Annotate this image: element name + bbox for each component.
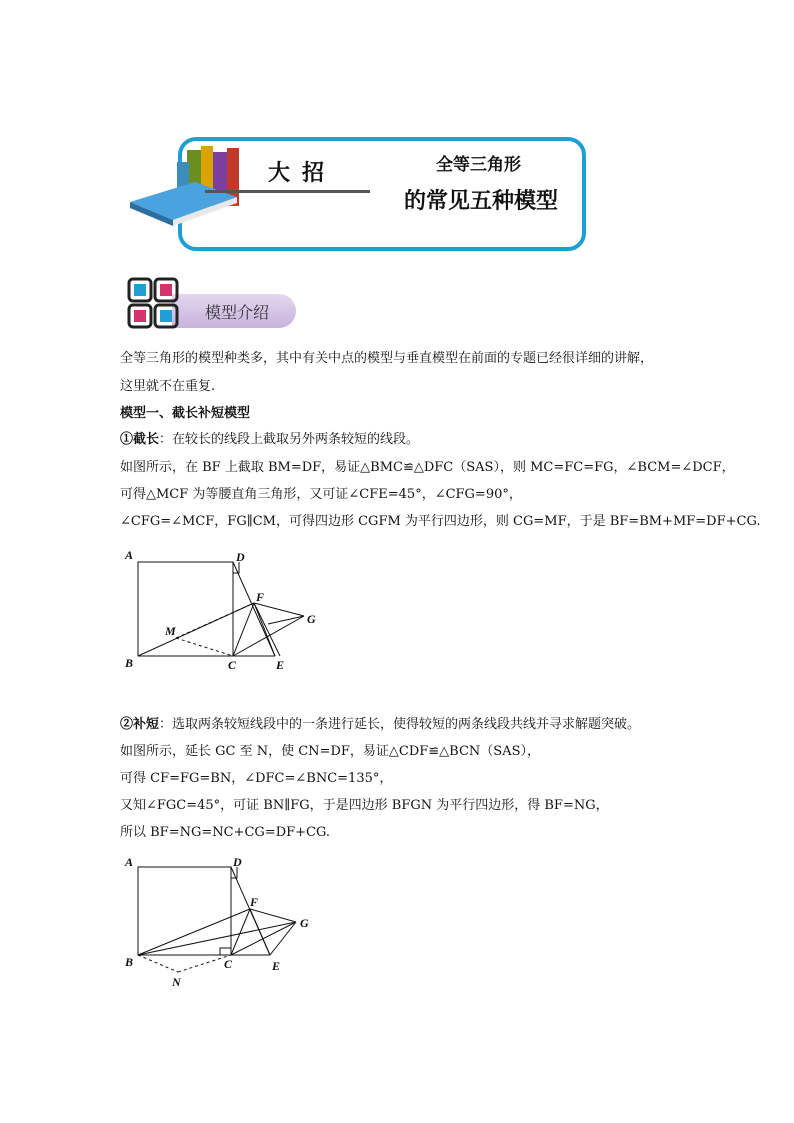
banner-divider	[205, 190, 370, 193]
subtitle-line1: 全等三角形	[436, 155, 521, 175]
fig2-label-E: E	[272, 959, 281, 973]
fig1-label-D: D	[236, 550, 245, 564]
figure1-geometry-diagram	[120, 545, 330, 675]
intro-line1: 全等三角形的模型种类多，其中有关中点的模型与垂直模型在前面的专题已经很详细的讲解，	[120, 351, 654, 366]
figure2-geometry-diagram	[120, 852, 330, 992]
fig1-label-M: M	[165, 624, 176, 638]
fig2-label-D: D	[233, 855, 242, 869]
fig1-label-E: E	[276, 658, 285, 672]
fig2-label-B: B	[125, 955, 134, 969]
part2-desc: ：选取两条较短线段中的一条进行延长，使得较短的两条线段共线并寻求解题突破。	[159, 717, 641, 732]
fig1-label-B: B	[125, 656, 134, 670]
part2-line3: 又知∠FGC=45°，可证 BN∥FG，于是四边形 BFGN 为平行四边形，得 BF=NG，	[120, 798, 609, 813]
books-icon	[125, 142, 255, 227]
model1-heading: 模型一、截长补短模型	[120, 406, 251, 421]
part2-intro	[120, 716, 640, 734]
section-title: 模型介绍	[205, 303, 270, 322]
fig2-label-F: F	[250, 895, 259, 909]
subtitle-line2: 的常见五种模型	[404, 188, 559, 214]
fig2-label-C: C	[224, 957, 233, 971]
part1-line2: 可得△MCF 为等腰直角三角形，又可证∠CFE=45°，∠CFG=90°，	[120, 487, 522, 502]
fig1-label-G: G	[307, 612, 316, 626]
fig2-label-N: N	[172, 975, 181, 989]
part1-intro	[120, 431, 419, 449]
part2-line4: 所以 BF=NG=NC+CG=DF+CG.	[120, 825, 331, 840]
fig1-label-A: A	[125, 548, 134, 562]
fig1-label-C: C	[228, 658, 237, 672]
part1-line3: ∠CFG=∠MCF，FG∥CM，可得四边形 CGFM 为平行四边形，则 CG=MF，于是 BF=BM+MF=DF+CG.	[120, 514, 761, 529]
part1-desc: ：在较长的线段上截取另外两条较短的线段。	[159, 432, 420, 447]
page-title: 大招	[268, 160, 337, 186]
fig2-label-A: A	[125, 855, 134, 869]
fig2-label-G: G	[300, 916, 309, 930]
part2-title: ②补短	[120, 717, 160, 732]
part2-line2: 可得 CF=FG=BN，∠DFC=∠BNC=135°，	[120, 771, 393, 786]
grid-squares-icon	[126, 276, 180, 330]
intro-line2: 这里就不在重复.	[120, 379, 216, 394]
fig1-label-F: F	[256, 590, 265, 604]
part1-line1: 如图所示，在 BF 上截取 BM=DF，易证△BMC≌△DFC（SAS），则 MC=FC=FG，∠BCM=∠DCF，	[120, 460, 735, 475]
part2-line1: 如图所示，延长 GC 至 N，使 CN=DF，易证△CDF≌△BCN（SAS），	[120, 744, 540, 759]
part1-title: ①截长	[120, 432, 160, 447]
